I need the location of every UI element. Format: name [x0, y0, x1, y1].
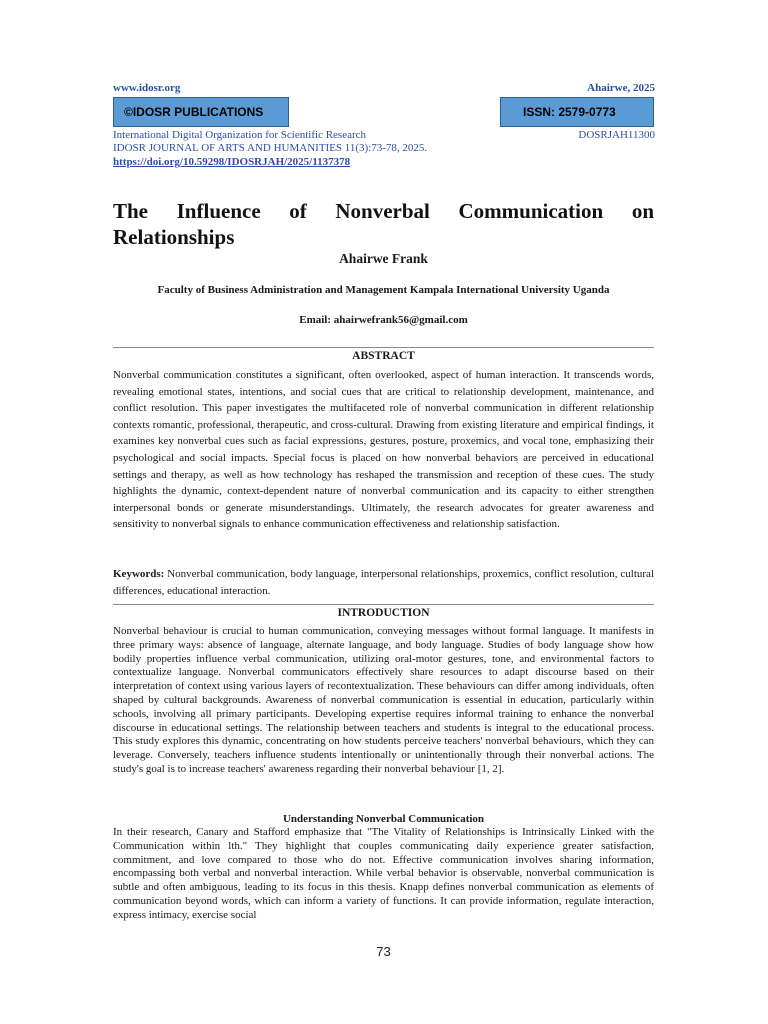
author-affiliation: Faculty of Business Administration and Management Kampala International University Uganda [157, 284, 610, 296]
journal-website[interactable]: www.idosr.org [113, 82, 181, 94]
journal-citation: IDOSR JOURNAL OF ARTS AND HUMANITIES 11(3):73-78, 2025. [113, 142, 428, 154]
organization-name: International Digital Organization for Scientific Research [113, 129, 367, 141]
introduction-heading: INTRODUCTION [337, 607, 430, 619]
introduction-divider [113, 604, 654, 605]
keywords-list: Nonverbal communication, body language, interpersonal relationships, proxemics, conflict resolution, cultural differences, educational interaction. [113, 568, 654, 597]
running-header-author-year: Ahairwe, 2025 [587, 82, 655, 94]
page-number: 73 [376, 944, 391, 959]
keywords-label: Keywords: [113, 568, 165, 580]
publisher-badge: ©IDOSR PUBLICATIONS [113, 97, 289, 127]
section-text: In their research, Canary and Stafford emphasize that "The Vitality of Relationships is Intrinsically Linked with the Communication within lth." They highlight that couples communicating daily experience greater satisfaction, commitment, and love compared to those who do not. Effective communication involves sharing information, encompassing both verbal and nonverbal interaction. While verbal behavior is observable, nonverbal communication is subtle and often ambiguous, leading to its focus in this thesis. Knapp defines nonverbal communication as elements of communication beyond words, which can inform a variety of functions. It can provide information, regulate interaction, express intimacy, exercise social [113, 826, 654, 921]
introduction-text: Nonverbal behaviour is crucial to human communication, conveying messages without formal language. It manifests in three primary ways: absence of language, alternate language, and body language. Studies of body language show how bodily properties influence verbal communication, utilizing oral-motor gestures, tone, and environmental factors to contextualize language. Nonverbal communicators effectively share resources to adapt discourse based on their interpretation of context using various layers of recontextualization. These behaviours can differ among individuals, often shaped by cultural backgrounds. Awareness of nonverbal communication is essential in education, particularly within schools, involving all primary participants. Developing expertise requires informal training to enhance the nonverbal discourse in educational settings. The relationship between teachers and students is integral to the educational process. This study explores this dynamic, concentrating on how students perceive teachers' nonverbal behaviours, which they can leverage. Conversely, teachers influence students intentionally or unintentionally through their nonverbal actions. The study's goal is to increase teachers' awareness regarding their nonverbal behaviour [1, 2]. [113, 625, 654, 775]
section-heading: Understanding Nonverbal Communication [282, 813, 485, 825]
issn-badge: ISSN: 2579-0773 [500, 97, 654, 127]
article-title: The Influence of Nonverbal Communication on Relationships [113, 199, 654, 249]
abstract-heading: ABSTRACT [352, 350, 415, 362]
paper-code: DOSRJAH11300 [578, 129, 655, 141]
abstract-text: Nonverbal communication constitutes a significant, often overlooked, aspect of human interaction. It transcends words, revealing emotional states, intentions, and social cues that are critical to relationship development, maintenance, and conflict resolution. This paper investigates the multifaceted role of nonverbal communication in different relationship contexts romantic, professional, therapeutic, and cross-cultural. Drawing from existing literature and empirical findings, it examines key nonverbal cues such as facial expressions, gestures, posture, proxemics, and vocal tone, emphasizing their psychological and social impacts. Special focus is placed on how nonverbal behaviors are perceived in educational settings and therapy, as well as how technology has reshaped the transmission and reception of these cues. The study highlights the dynamic, context-dependent nature of nonverbal communication and its capacity to either strengthen interpersonal bonds or generate misunderstandings. Ultimately, the research advocates for greater awareness and sensitivity to nonverbal signals to enhance communication effectiveness and relationship satisfaction. [113, 369, 654, 531]
abstract-top-divider [113, 347, 654, 348]
author-email: Email: ahairwefrank56@gmail.com [299, 314, 468, 326]
doi-link[interactable]: https://doi.org/10.59298/IDOSRJAH/2025/1137378 [113, 156, 351, 168]
author-name: Ahairwe Frank [339, 251, 428, 266]
keywords [113, 566, 654, 599]
